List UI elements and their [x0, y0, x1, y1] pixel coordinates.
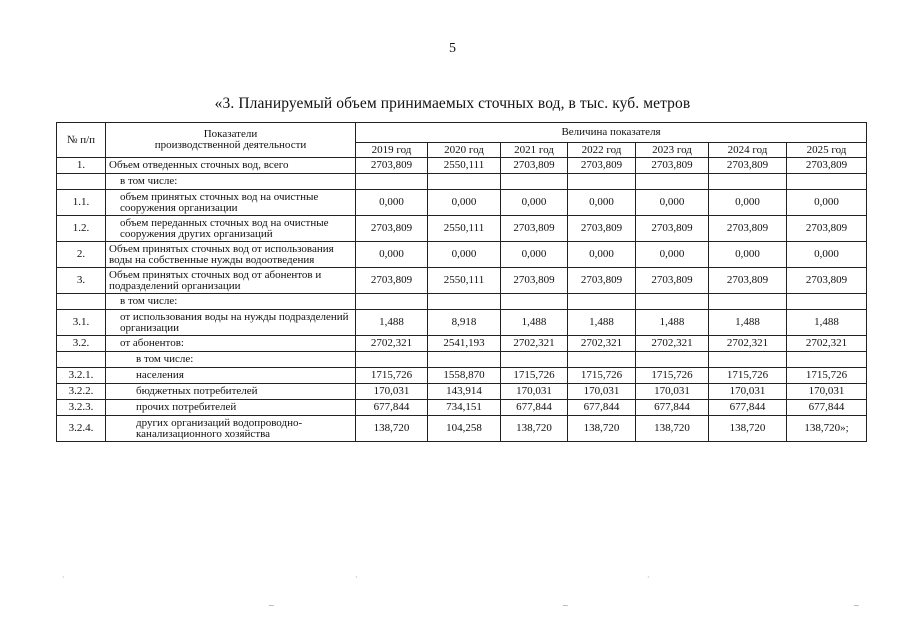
cell-value: 2702,321: [568, 336, 636, 352]
row-name: бюджетных потребителей: [106, 384, 356, 400]
cell-value: 0,000: [356, 190, 428, 216]
cell-value: 1,488: [501, 310, 568, 336]
cell-value: 8,918: [428, 310, 501, 336]
row-name: от абонентов:: [106, 336, 356, 352]
cell-value: [568, 294, 636, 310]
cell-value: 2703,809: [787, 216, 867, 242]
table-row: [57, 368, 867, 384]
cell-value: 170,031: [568, 384, 636, 400]
header-year: 2024 год: [709, 143, 787, 158]
table-row: [57, 294, 867, 310]
row-name: в том числе:: [106, 352, 356, 368]
cell-value: 170,031: [356, 384, 428, 400]
row-number: 3.2.3.: [57, 400, 106, 416]
cell-value: 2703,809: [501, 158, 568, 174]
cell-value: 1,488: [709, 310, 787, 336]
cell-value: 138,720»;: [787, 416, 867, 442]
row-name: Объем отведенных сточных вод, всего: [106, 158, 356, 174]
cell-value: 1,488: [636, 310, 709, 336]
table-row: [57, 190, 867, 216]
header-num: № п/п: [57, 123, 106, 158]
cell-value: 2702,321: [636, 336, 709, 352]
cell-value: [568, 352, 636, 368]
row-name: в том числе:: [106, 174, 356, 190]
cell-value: 2703,809: [709, 158, 787, 174]
row-number: 1.: [57, 158, 106, 174]
table-row: [57, 416, 867, 442]
table-row: [57, 268, 867, 294]
row-number: 3.: [57, 268, 106, 294]
cell-value: 2703,809: [356, 216, 428, 242]
cell-value: 677,844: [501, 400, 568, 416]
cell-value: [787, 352, 867, 368]
cell-value: 2703,809: [356, 268, 428, 294]
cell-value: [356, 174, 428, 190]
cell-value: [636, 352, 709, 368]
document-title: «3. Планируемый объем принимаемых сточных вод, в тыс. куб. метров: [214, 95, 691, 112]
row-number: 1.2.: [57, 216, 106, 242]
table-row: [57, 174, 867, 190]
cell-value: 0,000: [636, 242, 709, 268]
cell-value: 2703,809: [709, 216, 787, 242]
scan-speck: ·: [62, 573, 65, 582]
cell-value: [501, 174, 568, 190]
row-number: 1.1.: [57, 190, 106, 216]
table-row: [57, 216, 867, 242]
row-name: других организаций водопроводно-канализационного хозяйства: [106, 416, 356, 442]
table-row: [57, 352, 867, 368]
header-indicator: Показатели производственной деятельности: [106, 123, 356, 158]
row-number: [57, 294, 106, 310]
header-year: 2025 год: [787, 143, 867, 158]
cell-value: 2703,809: [636, 216, 709, 242]
row-name: прочих потребителей: [106, 400, 356, 416]
row-number: [57, 174, 106, 190]
cell-value: 1,488: [787, 310, 867, 336]
cell-value: 1715,726: [636, 368, 709, 384]
table-row: [57, 158, 867, 174]
cell-value: [636, 174, 709, 190]
cell-value: 677,844: [787, 400, 867, 416]
scan-speck: ~: [853, 601, 860, 610]
row-number: 3.2.4.: [57, 416, 106, 442]
cell-value: [568, 174, 636, 190]
scan-speck: ·: [647, 573, 650, 582]
cell-value: 1715,726: [501, 368, 568, 384]
cell-value: 2703,809: [787, 268, 867, 294]
cell-value: 138,720: [356, 416, 428, 442]
cell-value: 2703,809: [501, 268, 568, 294]
cell-value: 2703,809: [636, 268, 709, 294]
cell-value: [636, 294, 709, 310]
cell-value: 734,151: [428, 400, 501, 416]
cell-value: 677,844: [356, 400, 428, 416]
cell-value: 677,844: [568, 400, 636, 416]
cell-value: 0,000: [787, 190, 867, 216]
cell-value: 1558,870: [428, 368, 501, 384]
scan-speck: ·: [355, 573, 358, 582]
cell-value: 0,000: [428, 190, 501, 216]
cell-value: 2702,321: [356, 336, 428, 352]
cell-value: 0,000: [787, 242, 867, 268]
row-number: 3.2.: [57, 336, 106, 352]
row-name: объем принятых сточных вод на очистные сооружения организации: [106, 190, 356, 216]
cell-value: 1,488: [356, 310, 428, 336]
cell-value: 2550,111: [428, 216, 501, 242]
header-year: 2019 год: [356, 143, 428, 158]
cell-value: 677,844: [636, 400, 709, 416]
header-year: 2022 год: [568, 143, 636, 158]
row-name: Объем принятых сточных вод от использования воды на собственные нужды водоотведения: [106, 242, 356, 268]
cell-value: 2703,809: [356, 158, 428, 174]
cell-value: [787, 294, 867, 310]
cell-value: [501, 352, 568, 368]
cell-value: 0,000: [501, 242, 568, 268]
cell-value: 1,488: [568, 310, 636, 336]
scan-speck: ~: [562, 601, 569, 610]
cell-value: 138,720: [568, 416, 636, 442]
cell-value: 2703,809: [709, 268, 787, 294]
cell-value: 138,720: [636, 416, 709, 442]
cell-value: [709, 174, 787, 190]
table-row: [57, 384, 867, 400]
header-year: 2020 год: [428, 143, 501, 158]
cell-value: 0,000: [709, 190, 787, 216]
cell-value: 2550,111: [428, 158, 501, 174]
cell-value: 677,844: [709, 400, 787, 416]
cell-value: [709, 352, 787, 368]
cell-value: 143,914: [428, 384, 501, 400]
cell-value: 0,000: [709, 242, 787, 268]
cell-value: 2702,321: [787, 336, 867, 352]
cell-value: [356, 294, 428, 310]
row-name: в том числе:: [106, 294, 356, 310]
cell-value: 1715,726: [787, 368, 867, 384]
cell-value: [356, 352, 428, 368]
cell-value: 170,031: [709, 384, 787, 400]
table-row: [57, 310, 867, 336]
cell-value: [428, 174, 501, 190]
cell-value: 2703,809: [568, 158, 636, 174]
table-row: [57, 336, 867, 352]
cell-value: 2702,321: [709, 336, 787, 352]
page-number: 5: [449, 41, 456, 56]
row-name: Объем принятых сточных вод от абонентов и подразделений организации: [106, 268, 356, 294]
cell-value: 2541,193: [428, 336, 501, 352]
header-year: 2023 год: [636, 143, 709, 158]
cell-value: 2703,809: [787, 158, 867, 174]
table-row: [57, 242, 867, 268]
row-name: объем переданных сточных вод на очистные сооружения других организаций: [106, 216, 356, 242]
cell-value: 0,000: [356, 242, 428, 268]
cell-value: 138,720: [709, 416, 787, 442]
cell-value: 2703,809: [636, 158, 709, 174]
cell-value: [787, 174, 867, 190]
cell-value: 2703,809: [501, 216, 568, 242]
cell-value: 2702,321: [501, 336, 568, 352]
cell-value: 138,720: [501, 416, 568, 442]
cell-value: [709, 294, 787, 310]
cell-value: 2550,111: [428, 268, 501, 294]
row-name: от использования воды на нужды подразделений организации: [106, 310, 356, 336]
cell-value: 0,000: [428, 242, 501, 268]
row-number: [57, 352, 106, 368]
cell-value: 0,000: [636, 190, 709, 216]
scan-speck: ~: [268, 601, 275, 610]
wastewater-table: [56, 122, 867, 442]
cell-value: 1715,726: [709, 368, 787, 384]
cell-value: 1715,726: [568, 368, 636, 384]
cell-value: 2703,809: [568, 216, 636, 242]
cell-value: [501, 294, 568, 310]
cell-value: 1715,726: [356, 368, 428, 384]
row-number: 3.2.2.: [57, 384, 106, 400]
cell-value: 170,031: [787, 384, 867, 400]
cell-value: [428, 352, 501, 368]
row-number: 2.: [57, 242, 106, 268]
cell-value: 0,000: [501, 190, 568, 216]
header-value-group: Величина показателя: [356, 123, 867, 143]
row-number: 3.1.: [57, 310, 106, 336]
cell-value: 0,000: [568, 242, 636, 268]
cell-value: [428, 294, 501, 310]
cell-value: 170,031: [501, 384, 568, 400]
cell-value: 104,258: [428, 416, 501, 442]
cell-value: 0,000: [568, 190, 636, 216]
row-number: 3.2.1.: [57, 368, 106, 384]
header-year: 2021 год: [501, 143, 568, 158]
cell-value: 2703,809: [568, 268, 636, 294]
row-name: населения: [106, 368, 356, 384]
table-row: [57, 400, 867, 416]
cell-value: 170,031: [636, 384, 709, 400]
